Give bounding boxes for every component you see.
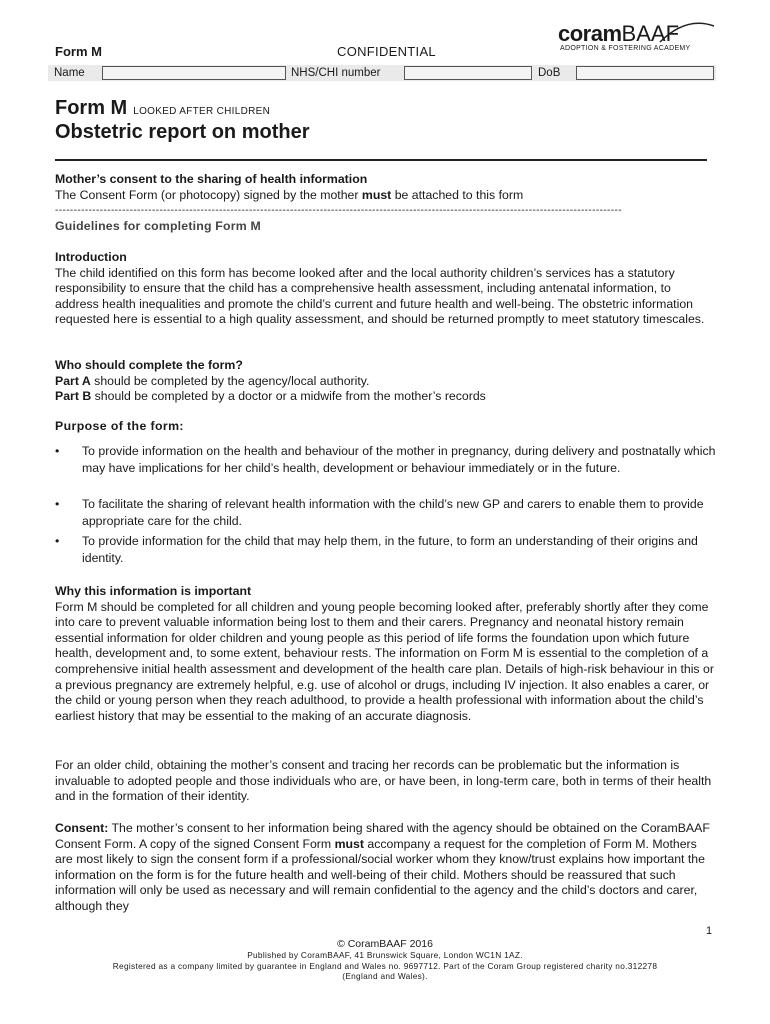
form-title [55, 97, 270, 120]
purpose-heading: Purpose of the form: [55, 419, 184, 433]
name-field[interactable] [102, 66, 286, 80]
footer-registered: Registered as a company limited by guarantee in England and Wales no. 9697712. Part of the Coram Group registered charity no.312278 [112, 960, 658, 971]
name-label: Name [54, 67, 85, 79]
purpose-item: • To provide information on the health and behaviour of the mother in pregnancy, during delivery and postnatally which may have implications for her child’s health, development or behaviour immediately or in the future. [55, 444, 716, 475]
logo-text-light: BAAF [621, 21, 680, 46]
introduction-section [55, 250, 715, 328]
page-number: 1 [706, 925, 713, 937]
older-child-paragraph: For an older child, obtaining the mother’s consent and tracing her records can be problematic but the information is invaluable to adopted people and those individuals who are, or have been, in long-term care, both in terms of their health and in the formation of their identity. [55, 758, 712, 804]
identification-fields-row [48, 65, 716, 81]
form-subtitle: LOOKED AFTER CHILDREN [133, 106, 271, 117]
corambaaf-logo [556, 22, 716, 58]
footer-published: Published by CoramBAAF, 41 Brunswick Square, London WC1N 1AZ. [247, 950, 523, 960]
bullet-icon: • [55, 497, 60, 511]
confidential-label: CONFIDENTIAL [337, 44, 436, 59]
introduction-body: The child identified on this form has become looked after and the local authority children’s services has a statutory responsibility to ensure that the child has a comprehensive health assessment, including antenatal information, to address health inequalities and promote the child’s current and future health and well-being. The obstetric information requested here is essential to a high quality assessment, and should be returned promptly to meet statutory timescales. [55, 265, 705, 327]
part-a-line: Part A should be completed by the agency/local authority. [55, 373, 370, 388]
logo-text-bold: coram [558, 21, 622, 46]
title-divider [55, 159, 707, 161]
nhs-number-field[interactable] [404, 66, 532, 80]
why-heading: Why this information is important [55, 584, 252, 598]
who-heading: Who should complete the form? [55, 358, 243, 372]
purpose-item: • To facilitate the sharing of relevant health information with the child’s new GP and carers to enable them to provide appropriate care for the child. [55, 497, 704, 528]
page-title: Obstetric report on mother [55, 121, 310, 143]
dashed-divider: -------------------------------------------------------------------------------------------------------------------------------------------------------- [55, 205, 622, 216]
part-b-line: Part B should be completed by a doctor or a midwife from the mother’s records [55, 389, 486, 404]
bullet-icon: • [55, 444, 60, 458]
consent-heading: Mother’s consent to the sharing of health information [55, 172, 368, 186]
footer-registered-2: (England and Wales). [342, 971, 428, 981]
consent-instruction: The Consent Form (or photocopy) signed by the mother must be attached to this form [55, 187, 524, 202]
consent-notice [55, 172, 715, 203]
logo-tagline: ADOPTION & FOSTERING ACADEMY [560, 45, 691, 52]
why-section [55, 584, 715, 724]
form-name: Form M [55, 97, 128, 119]
why-body: Form M should be completed for all children and young people becoming looked after, preferably shortly after they come into care to prevent valuable information being lost to them and their carers. Pregnancy and neonatal history remain essential information for older children and young people as this period of life forms the foundation upon which future health, development and, to some extent, behaviour rests. The information on Form M is essential to the completion of a comprehensive initial health assessment and development of the health care plan. Details of high-risk behaviour in this or a previous pregnancy are extremely helpful, e.g. use of alcohol or drugs, including IV injection. It also enables a carer, or the child or young person when they reach adulthood, to provide a health professional with information about the child’s earliest history that may be essential to the making of an accurate diagnosis. [55, 599, 714, 723]
footer-legal [0, 950, 770, 982]
dob-label: DoB [538, 67, 561, 79]
dob-field[interactable] [576, 66, 714, 80]
who-section [55, 358, 715, 405]
purpose-item: • To provide information for the child that may help them, in the future, to form an understanding of their origins and identity. [55, 534, 698, 565]
nhs-number-label: NHS/CHI number [291, 67, 381, 79]
bullet-icon: • [55, 534, 60, 548]
footer-copyright: © CoramBAAF 2016 [337, 938, 433, 950]
header-form-label: Form M [55, 44, 102, 59]
introduction-heading: Introduction [55, 250, 127, 264]
consent-paragraph: Consent: The mother’s consent to her information being shared with the agency should be obtained on the CoramBAAF Consent Form. A copy of the signed Consent Form must accompany a request for the completion of Form M. Mothers are most likely to sign the consent form if a professional/social worker whom they know/trust explains how important the information on the form is for the future health and well-being of their child. Mothers should be reassured that such information will only be used as necessary and will remain confidential to the agency and the child’s doctors and carer, although they [55, 821, 710, 913]
guidelines-heading: Guidelines for completing Form M [55, 219, 261, 233]
